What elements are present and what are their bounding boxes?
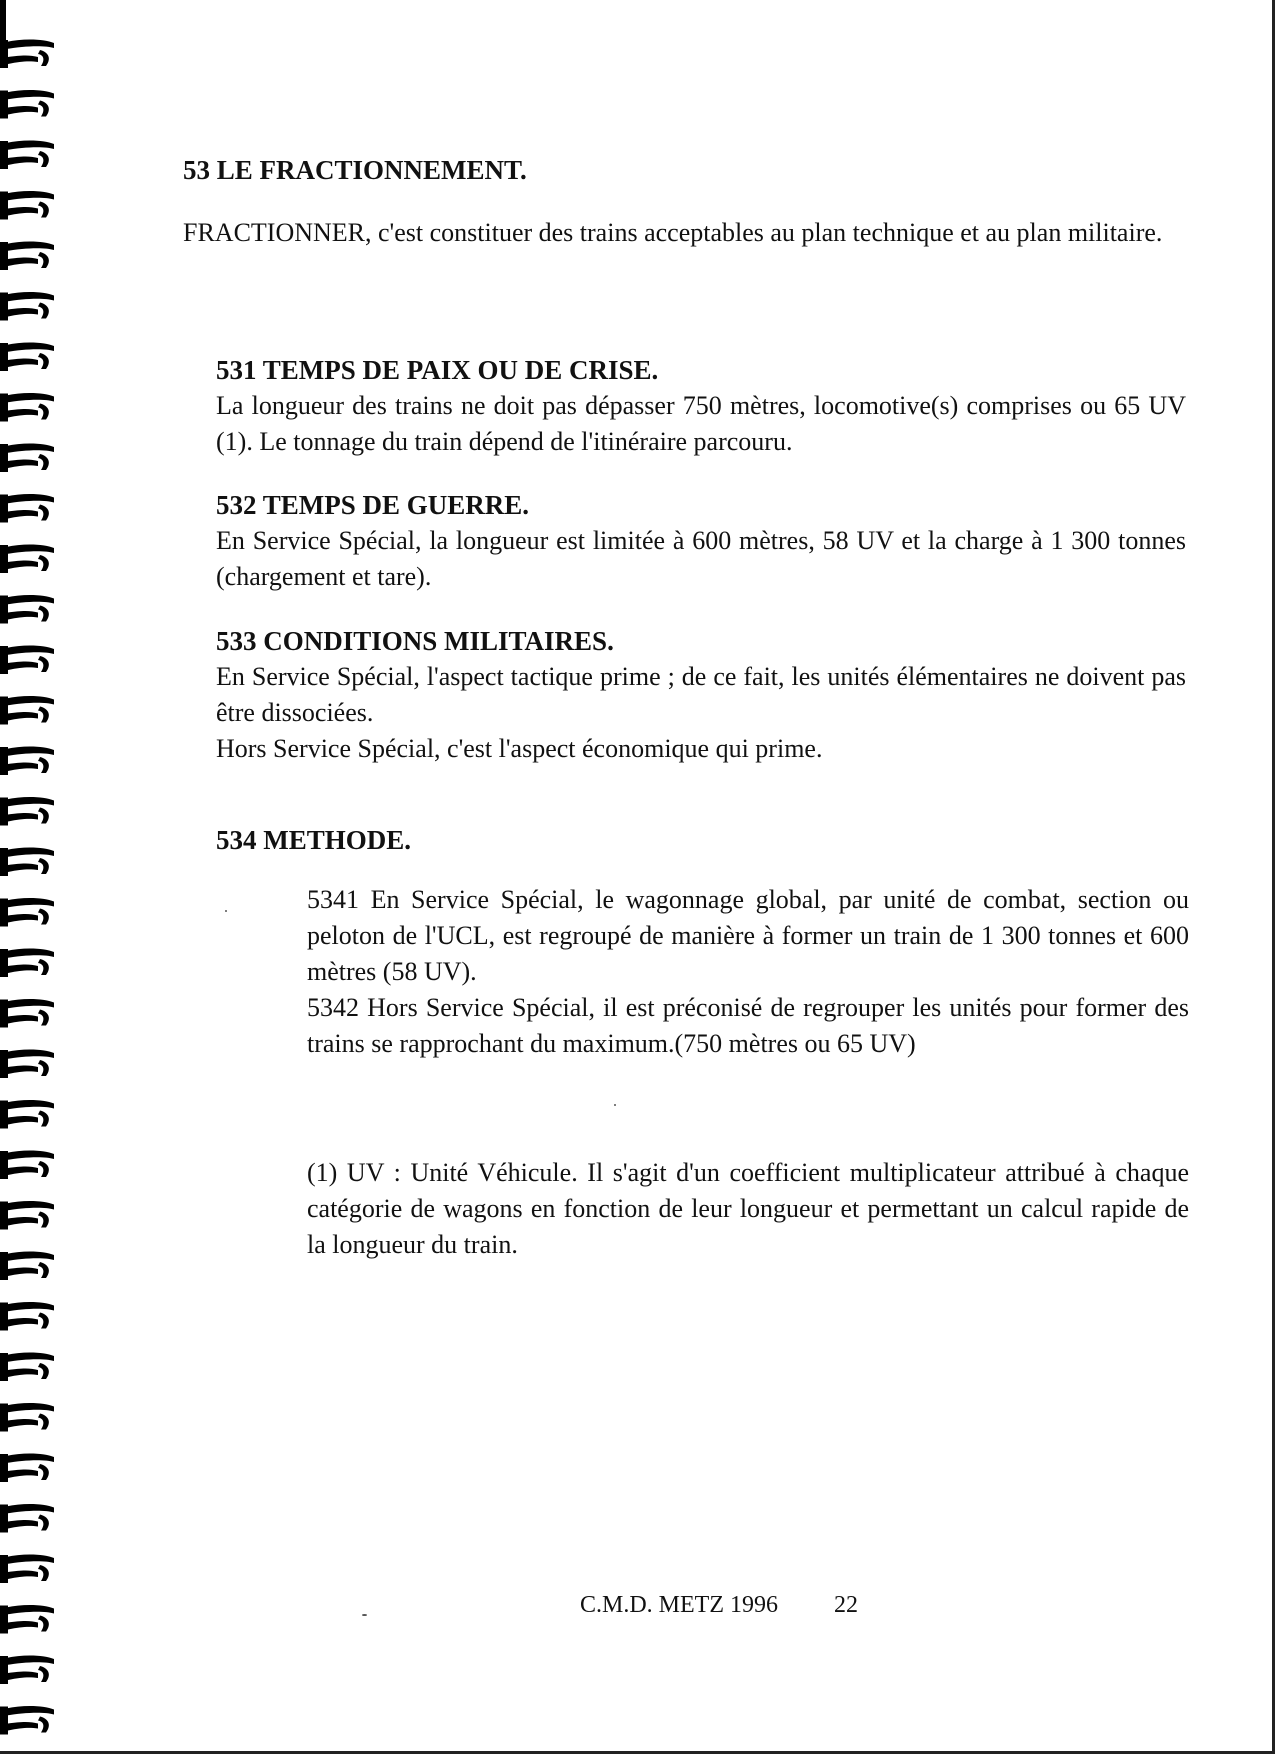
binding-coil xyxy=(0,1251,54,1280)
page-footer xyxy=(580,1590,858,1620)
method-item-5342: 5342 Hors Service Spécial, il est préconisé de regrouper les unités pour former des trains se rapprochant du maximum.(750 mètres ou 65 UV) xyxy=(307,993,1189,1058)
footnote: (1) UV : Unité Véhicule. Il s'agit d'un coefficient multiplicateur attribué à chaque catégorie de wagons en fonction de leur longueur et permettant un calcul rapide de la longueur du train. xyxy=(307,1158,1189,1259)
page-number: 22 xyxy=(834,1592,858,1618)
binding-coil xyxy=(0,1706,54,1735)
binding-coil xyxy=(0,90,54,119)
binding-coil xyxy=(0,140,54,169)
binding-coil xyxy=(0,1201,54,1230)
binding-coil xyxy=(0,241,54,270)
binding-coil xyxy=(0,1453,54,1482)
binding-coil xyxy=(0,1049,54,1078)
subsection-title: 533 CONDITIONS MILITAIRES. xyxy=(216,626,614,656)
binding-coil xyxy=(0,342,54,371)
binding-coil xyxy=(0,696,54,725)
binding-coil xyxy=(0,1655,54,1684)
binding-coil xyxy=(0,595,54,624)
binding-coil xyxy=(0,898,54,927)
subsection-text: La longueur des trains ne doit pas dépasser 750 mètres, locomotive(s) comprises ou 65 UV (1). Le tonnage du train dépend de l'itinéraire parcouru. xyxy=(216,391,1186,456)
section-heading: 53 LE FRACTIONNEMENT. xyxy=(183,155,527,185)
subsection-title: 534 METHODE. xyxy=(216,825,412,855)
binding-coil xyxy=(0,847,54,876)
binding-coil xyxy=(0,443,54,472)
scan-speck xyxy=(614,1104,616,1106)
binding-coil xyxy=(0,1150,54,1179)
subsection-533 xyxy=(216,623,1186,767)
binding-coil xyxy=(0,39,54,68)
binding-coil xyxy=(0,292,54,321)
scan-speck xyxy=(225,910,227,912)
footer-publisher: C.M.D. METZ 1996 xyxy=(580,1592,778,1618)
binding-coil xyxy=(0,1302,54,1331)
spiral-binding xyxy=(0,0,62,1754)
binding-coil xyxy=(0,494,54,523)
binding-coil xyxy=(0,1605,54,1634)
subsection-531 xyxy=(216,352,1186,460)
binding-coil xyxy=(0,948,54,977)
binding-coil xyxy=(0,999,54,1028)
binding-coil xyxy=(0,1100,54,1129)
subsection-534 xyxy=(216,822,1186,858)
method-item-5341: 5341 En Service Spécial, le wagonnage global, par unité de combat, section ou peloton de l'UCL, est regroupé de manière à former un train de 1 300 tonnes et 600 mètres (58 UV). xyxy=(307,885,1189,986)
binding-coil xyxy=(0,1403,54,1432)
subsection-text: En Service Spécial, la longueur est limitée à 600 mètres, 58 UV et la charge à 1 300 tonnes (chargement et tare). xyxy=(216,526,1186,591)
method-items xyxy=(307,882,1189,1062)
binding-coil xyxy=(0,746,54,775)
binding-coil xyxy=(0,645,54,674)
binding-coil xyxy=(0,1554,54,1583)
subsection-532 xyxy=(216,487,1186,595)
subsection-text: En Service Spécial, l'aspect tactique prime ; de ce fait, les unités élémentaires ne doivent pas être dissociées. xyxy=(216,662,1186,727)
intro-paragraph: FRACTIONNER, c'est constituer des trains acceptables au plan technique et au plan militaire. xyxy=(183,218,1163,247)
binding-coil xyxy=(0,1352,54,1381)
scan-speck xyxy=(362,1614,367,1616)
subsection-title: 532 TEMPS DE GUERRE. xyxy=(216,490,530,520)
binding-coil xyxy=(0,393,54,422)
subsection-text: Hors Service Spécial, c'est l'aspect économique qui prime. xyxy=(216,734,823,763)
binding-coil xyxy=(0,191,54,220)
binding-coil xyxy=(0,797,54,826)
binding-coil xyxy=(0,1504,54,1533)
binding-coil xyxy=(0,544,54,573)
subsection-title: 531 TEMPS DE PAIX OU DE CRISE. xyxy=(216,355,659,385)
